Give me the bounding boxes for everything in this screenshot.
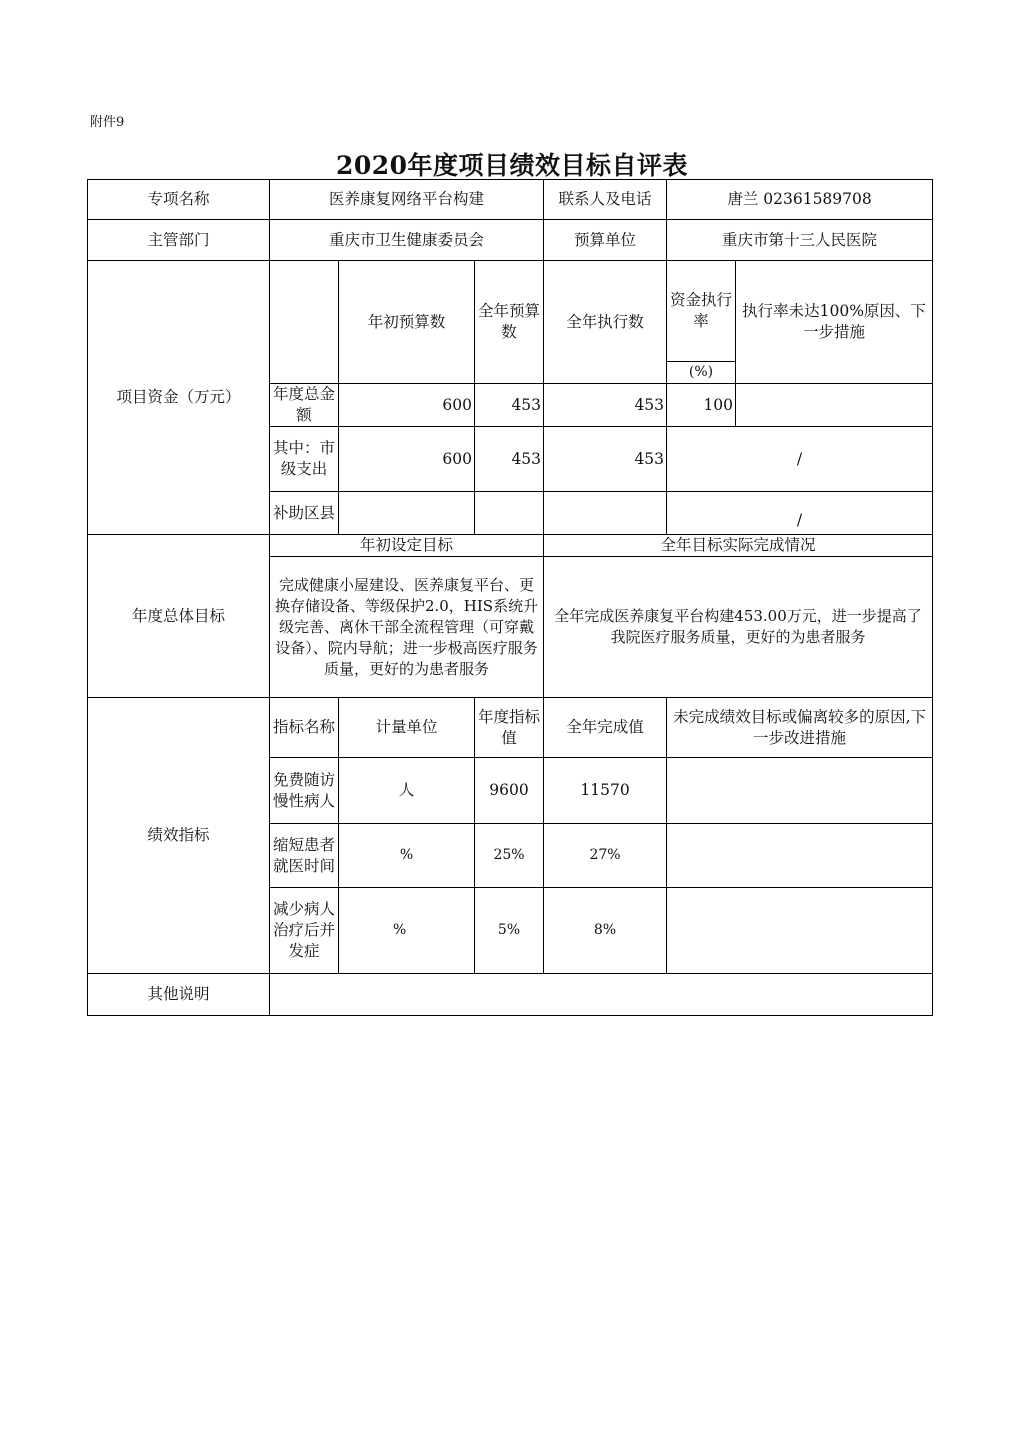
ind-reason <box>667 888 933 974</box>
funds-initial-value: 600 <box>339 384 475 427</box>
annex-label: 附件9 <box>90 115 125 130</box>
ind-target: 9600 <box>475 758 544 824</box>
col-executed: 全年执行数 <box>544 261 667 384</box>
col-reason: 执行率未达100%原因、下一步措施 <box>736 261 933 384</box>
ind-col-done: 全年完成值 <box>544 698 667 758</box>
funds-annual-value <box>475 492 544 535</box>
other-value <box>270 974 933 1016</box>
goals-col-actual: 全年目标实际完成情况 <box>544 535 933 557</box>
goals-col-initial: 年初设定目标 <box>270 535 544 557</box>
funds-row-label: 其中：市级支出 <box>270 427 339 492</box>
ind-name: 免费随访慢性病人 <box>270 758 339 824</box>
ind-col-unit: 计量单位 <box>339 698 475 758</box>
funds-header-row <box>88 261 933 362</box>
ind-col-name: 指标名称 <box>270 698 339 758</box>
funds-annual-value: 453 <box>475 427 544 492</box>
budget-unit-value: 重庆市第十三人民医院 <box>667 220 933 261</box>
ind-done: 8% <box>544 888 667 974</box>
other-row <box>88 974 933 1016</box>
funds-rate-reason-value: / <box>667 492 933 535</box>
ind-reason <box>667 824 933 888</box>
funds-exec-value: 453 <box>544 427 667 492</box>
funds-reason-value <box>736 384 933 427</box>
col-annual-budget: 全年预算数 <box>475 261 544 384</box>
goals-initial-text: 完成健康小屋建设、医养康复平台、更换存储设备、等级保护2.0，HIS系统升级完善、离休干部全流程管理（可穿戴设备）、院内导航；进一步极高医疗服务质量，更好的为患者服务 <box>270 557 544 698</box>
funds-initial-value: 600 <box>339 427 475 492</box>
goals-header-row <box>88 535 933 557</box>
funds-rate-reason-value: / <box>667 427 933 492</box>
ind-target: 25% <box>475 824 544 888</box>
funds-row-label: 年度总金额 <box>270 384 339 427</box>
dept-value: 重庆市卫生健康委员会 <box>270 220 544 261</box>
funds-initial-value <box>339 492 475 535</box>
ind-reason <box>667 758 933 824</box>
funds-label: 项目资金（万元） <box>88 261 270 535</box>
ind-name: 减少病人治疗后并发症 <box>270 888 339 974</box>
funds-rate-value: 100 <box>667 384 736 427</box>
indicators-header-row <box>88 698 933 758</box>
ind-target: 5% <box>475 888 544 974</box>
performance-form-table <box>87 179 933 1016</box>
budget-unit-label: 预算单位 <box>544 220 667 261</box>
dept-label: 主管部门 <box>88 220 270 261</box>
project-value: 医养康复网络平台构建 <box>270 180 544 220</box>
ind-done: 11570 <box>544 758 667 824</box>
project-label: 专项名称 <box>88 180 270 220</box>
ind-col-reason: 未完成绩效目标或偏离较多的原因,下一步改进措施 <box>667 698 933 758</box>
project-row <box>88 180 933 220</box>
ind-unit: % <box>339 888 475 974</box>
page-title: 2020年度项目绩效目标自评表 <box>335 151 689 180</box>
ind-name: 缩短患者就医时间 <box>270 824 339 888</box>
funds-blank-corner <box>270 261 339 384</box>
ind-col-target: 年度指标值 <box>475 698 544 758</box>
funds-row-label: 补助区县 <box>270 492 339 535</box>
funds-annual-value: 453 <box>475 384 544 427</box>
col-exec-rate: 资金执行率 <box>667 261 736 362</box>
goals-actual-text: 全年完成医养康复平台构建453.00万元，进一步提高了我院医疗服务质量，更好的为患者服务 <box>544 557 933 698</box>
funds-exec-value: 453 <box>544 384 667 427</box>
ind-unit: % <box>339 824 475 888</box>
dept-row <box>88 220 933 261</box>
ind-done: 27% <box>544 824 667 888</box>
contact-label: 联系人及电话 <box>544 180 667 220</box>
funds-exec-value <box>544 492 667 535</box>
col-exec-rate-unit: (%) <box>667 362 736 384</box>
other-label: 其他说明 <box>88 974 270 1016</box>
col-initial-budget: 年初预算数 <box>339 261 475 384</box>
goals-label: 年度总体目标 <box>88 535 270 698</box>
indicators-label: 绩效指标 <box>88 698 270 974</box>
ind-unit: 人 <box>339 758 475 824</box>
contact-value: 唐兰 02361589708 <box>667 180 933 220</box>
